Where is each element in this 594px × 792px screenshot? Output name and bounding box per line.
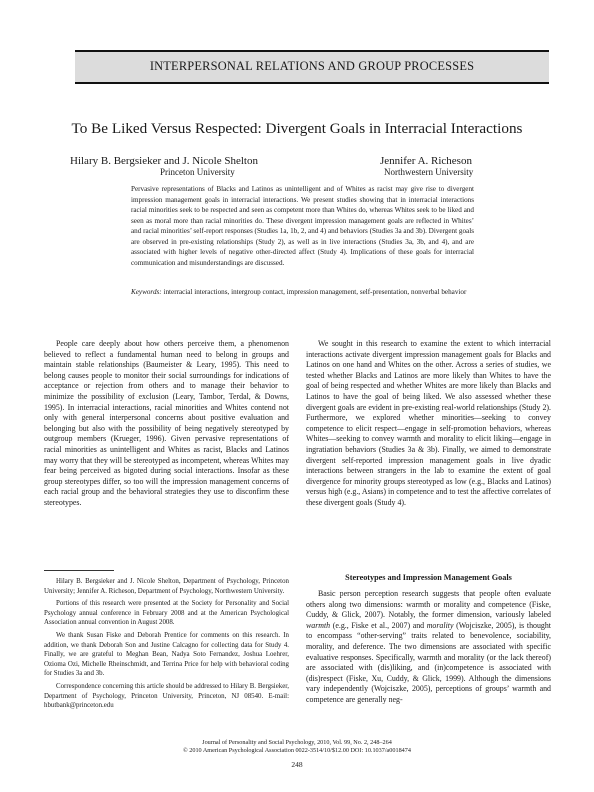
body-paragraph: People care deeply about how others perceive them, a phenomenon believed to reflect a fundamental human need to belong in groups and maintain stable relationships (Baumeister & Leary, 1995). This need to belong causes people to monitor their social surroundings for indications of acceptance or rejection from others and to manage their behavior to minimize the possibility of exclusion (Leary, Tambor, Terdal, & Downs, 1995). In interracial interactions, racial minorities and Whites contend not only with general interpersonal concerns about positive evaluation and belonging but also with the possibility of being negatively stereotyped by outgroup members (Krueger, 1996). Given pervasive representations of racial minorities as unintelligent and Whites as racist, Blacks and Latinos may worry that they will be stereotyped as incompetent, whereas Whites may fear being perceived as bigoted during social interactions. Insofar as these group stereotypes differ, so too will the impression management concerns of each racial group and the behavioral strategies they use to disconfirm these stereotypes.	[44, 339, 289, 507]
term-morality: morality	[426, 620, 454, 630]
journal-info	[120, 739, 474, 754]
text-run: Basic person perception research suggests that people often evaluate others along two dimensions: warmth or morality and competence (Fiske, Cuddy, & Glick, 2007). Notably, the former dimension, variously labeled	[306, 589, 551, 620]
section-banner: INTERPERSONAL RELATIONS AND GROUP PROCESSES	[75, 50, 549, 84]
footnote-correspondence: Correspondence concerning this article should be addressed to Hilary B. Bergsieker, Department of Psychology, Princeton University, Princeton, NJ 08540. E-mail: hbutbank@princeton.edu	[44, 682, 289, 710]
left-column	[44, 339, 289, 509]
affiliation-right: Northwestern University	[384, 167, 474, 177]
keywords	[131, 287, 474, 298]
page-number: 248	[291, 760, 303, 769]
article-title: To Be Liked Versus Respected: Divergent Goals in Interracial Interactions	[71, 120, 523, 137]
authors-right: Jennifer A. Richeson	[380, 155, 472, 167]
affiliation-left: Princeton University	[160, 167, 235, 177]
footnotes	[44, 577, 289, 714]
body-paragraph	[306, 589, 551, 706]
keywords-label: Keywords:	[131, 288, 162, 296]
copyright-line: © 2010 American Psychological Association 0022-3514/10/$12.00 DOI: 10.1037/a0018474	[183, 746, 411, 754]
footnote-presentations: Portions of this research were presented at the Society for Personality and Social Psychology annual conference in February 2008 and at the American Psychological Association annual convention in August 2008.	[44, 600, 289, 627]
journal-line: Journal of Personality and Social Psychology, 2010, Vol. 99, No. 2, 248–264	[202, 739, 392, 746]
keywords-text: interracial interactions, intergroup contact, impression management, self-presentation, nonverbal behavior	[163, 288, 467, 296]
authors-left: Hilary B. Bergsieker and J. Nicole Shelton	[70, 155, 258, 167]
right-column-continued	[306, 589, 551, 706]
term-warmth: warmth	[306, 620, 331, 630]
text-run: (Wojciszke, 2005), is thought to encompass “other-serving” traits related to benevolence, sociability, morality, and deference. The two dimensions are associated with specific evaluative responses. Specifically, warmth and morality (or the lack thereof) are associated with (dis)liking, and (in)competence is associated with (dis)respect (Fiske, Xu, Cuddy, & Glick, 1999). Although the dimensions vary independently (Wojciszke, 2005), perceptions of groups’ warmth and competence are generally neg-	[306, 620, 551, 704]
footnote-affiliations: Hilary B. Bergsieker and J. Nicole Shelton, Department of Psychology, Princeton University; Jennifer A. Richeson, Department of Psychology, Northwestern University.	[44, 578, 289, 595]
section-heading: Stereotypes and Impression Management Goals	[345, 573, 512, 582]
right-column	[306, 339, 551, 509]
footnote-divider	[44, 570, 114, 571]
body-paragraph: We sought in this research to examine the extent to which interracial interactions activate divergent impression management goals for Blacks and Latinos on one hand and Whites on the other. Across a series of studies, we tested whether Blacks and Latinos are more likely than Whites to have the goal of being respected and whether Whites are more likely than Blacks and Latinos to have the goal of being liked. We also assessed whether these divergent goals are evident in pre-existing real-world relationships (Study 2). Furthermore, we explored whether minorities—seeking to convey competence to elicit respect—engage in self-promotion behaviors, whereas Whites—seeking to convey warmth and morality to elicit liking—engage in ingratiation behaviors (Studies 3a & 3b). Finally, we aimed to demonstrate divergent self-reported impression management goals in live dyadic interactions between strangers in the lab to examine the extent of goal divergence for minority groups stereotyped as low (e.g., Blacks and Latinos) versus high (e.g., Asians) in competence and to test the affective correlates of these divergent goals (Study 4).	[306, 339, 551, 507]
abstract: Pervasive representations of Blacks and Latinos as unintelligent and of Whites as racist may give rise to divergent impression management goals in interracial interactions. We present studies showing that in interracial interactions racial minorities seek to be respected and seen as competent more than Whites do, whereas Whites seek to be liked and seen as moral more than racial minorities do. These divergent impression management goals are reflected in Whites’ and racial minorities’ self-report responses (Studies 1a, 1b, 2, and 4) and behaviors (Studies 3a and 3b). Divergent goals are observed in pre-existing relationships (Study 2), as well as in live interactions (Studies 3a, 3b, and 4), and are associated with higher levels of negative other-directed affect (Study 4). Implications of these goals for interracial communication and misunderstandings are discussed.	[131, 185, 474, 267]
text-run: (e.g., Fiske et al., 2007) and	[330, 620, 427, 630]
footnote-acknowledgments: We thank Susan Fiske and Deborah Prentice for comments on this research. In addition, we thank Deborah Son and Justine Calcagno for collecting data for Study 4. Finally, we are grateful to Meghan Bean, Nadya Soto Fernandez, Joshua Loehrer, Ozioma Ozi, Michelle Rheinschmidt, and Terrina Price for help with behavioral coding for Studies 3a and 3b.	[44, 631, 289, 678]
